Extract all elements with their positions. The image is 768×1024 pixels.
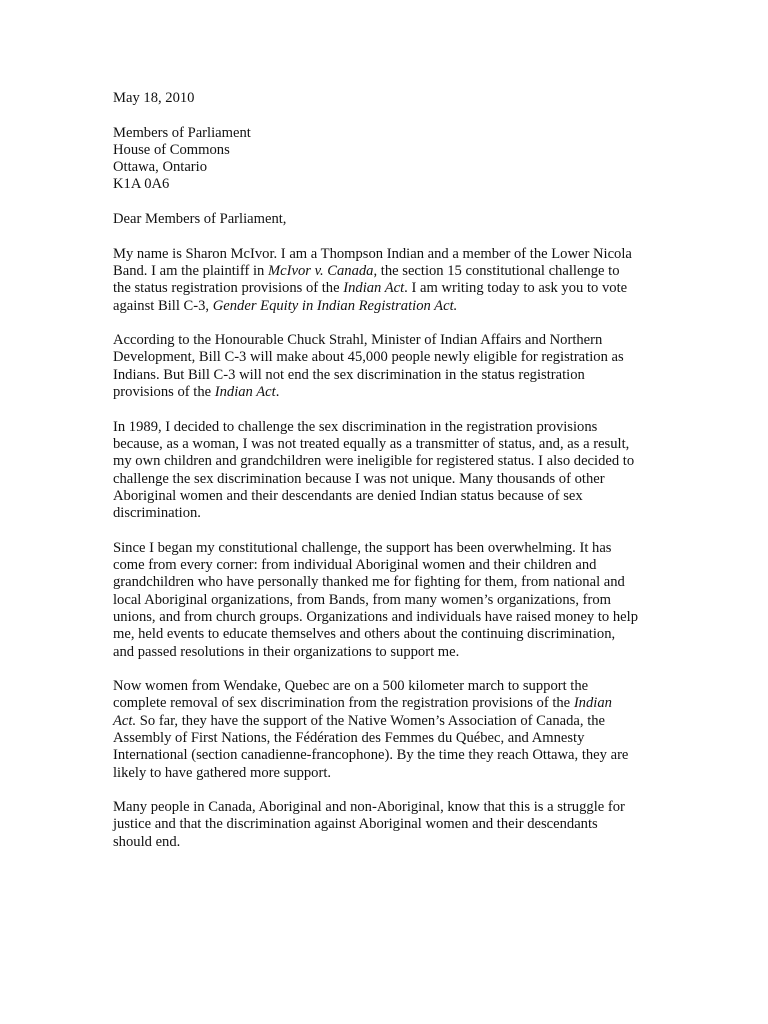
text-run: .: [275, 384, 280, 401]
act-name: Indian Act: [214, 384, 276, 401]
address-line: House of Commons: [113, 141, 230, 158]
bill-title: Gender Equity in Indian Registration Act.: [212, 297, 458, 314]
text-line: likely to have gathered more support.: [113, 764, 332, 781]
case-name: McIvor v. Canada: [267, 262, 374, 279]
text-line: because, as a woman, I was not treated equally as a transmitter of status, and, as a result,: [113, 435, 630, 452]
text-line: unions, and from church groups. Organizations and individuals have raised money to help: [113, 608, 638, 625]
text-run: the status registration provisions of the: [113, 280, 344, 297]
text-run: against Bill C-3,: [113, 297, 213, 314]
text-line: discrimination.: [113, 505, 201, 522]
text-line: [113, 713, 658, 730]
text-line: In 1989, I decided to challenge the sex discrimination in the registration provisions: [113, 418, 598, 435]
text-line: challenge the sex discrimination because I was not unique. Many thousands of other: [113, 470, 605, 487]
address-line: K1A 0A6: [113, 176, 170, 193]
paragraph-1989: [113, 419, 658, 523]
text-line: Indians. But Bill C-3 will not end the sex discrimination in the status registration: [113, 366, 585, 383]
text-run: provisions of the: [113, 384, 215, 401]
text-line: According to the Honourable Chuck Strahl, Minister of Indian Affairs and Northern: [113, 332, 603, 349]
text-line: [113, 263, 658, 280]
text-line: Aboriginal women and their descendants are denied Indian status because of sex: [113, 487, 583, 504]
act-name: Indian Act: [343, 280, 405, 297]
text-line: Assembly of First Nations, the Fédération des Femmes du Québec, and Amnesty: [113, 729, 585, 746]
letter-date: May 18, 2010: [113, 90, 195, 106]
text-run: . I am writing today to ask you to vote: [404, 280, 628, 297]
text-run: So far, they have the support of the Native Women’s Association of Canada, the: [136, 712, 606, 729]
text-line: local Aboriginal organizations, from Bands, from many women’s organizations, from: [113, 591, 611, 608]
paragraph-minister: [113, 332, 658, 401]
address-line: Ottawa, Ontario: [113, 159, 208, 176]
text-line: come from every corner: from individual Aboriginal women and their children and: [113, 557, 597, 574]
text-line: International (section canadienne-francophone). By the time they reach Ottawa, they are: [113, 747, 629, 764]
text-line: grandchildren who have personally thanked me for fighting for them, from national and: [113, 574, 625, 591]
text-run: complete removal of sex discrimination from the registration provisions of the: [113, 695, 574, 712]
text-run: , the section 15 constitutional challenge to: [373, 262, 620, 279]
text-line: Development, Bill C-3 will make about 45,000 people newly eligible for registration as: [113, 349, 624, 366]
text-line: and passed resolutions in their organizations to support me.: [113, 643, 460, 660]
text-line: [113, 384, 658, 401]
address-line: Members of Parliament: [113, 124, 251, 141]
text-line: My name is Sharon McIvor. I am a Thompson Indian and a member of the Lower Nicola: [113, 245, 632, 262]
text-line: [113, 298, 658, 315]
text-line: my own children and grandchildren were ineligible for registered status. I also decided to: [113, 453, 635, 470]
paragraph-introduction: [113, 246, 658, 315]
text-line: Many people in Canada, Aboriginal and non-Aboriginal, know that this is a struggle for: [113, 799, 625, 816]
paragraph-support: [113, 540, 658, 661]
text-line: justice and that the discrimination against Aboriginal women and their descendants: [113, 816, 598, 833]
text-line: [113, 695, 658, 712]
letter-body: [113, 90, 658, 868]
paragraph-march: [113, 678, 658, 782]
recipient-address: [113, 125, 658, 194]
text-line: should end.: [113, 833, 181, 850]
act-name: Act.: [113, 712, 137, 729]
text-line: [113, 280, 658, 297]
text-run: Band. I am the plaintiff in: [113, 262, 268, 279]
text-line: me, held events to educate themselves and others about the continuing discrimination,: [113, 626, 616, 643]
act-name: Indian: [573, 695, 612, 712]
text-line: Since I began my constitutional challenge, the support has been overwhelming. It has: [113, 539, 612, 556]
text-line: Now women from Wendake, Quebec are on a 500 kilometer march to support the: [113, 678, 589, 695]
salutation: Dear Members of Parliament,: [113, 211, 287, 228]
paragraph-justice: [113, 799, 658, 851]
